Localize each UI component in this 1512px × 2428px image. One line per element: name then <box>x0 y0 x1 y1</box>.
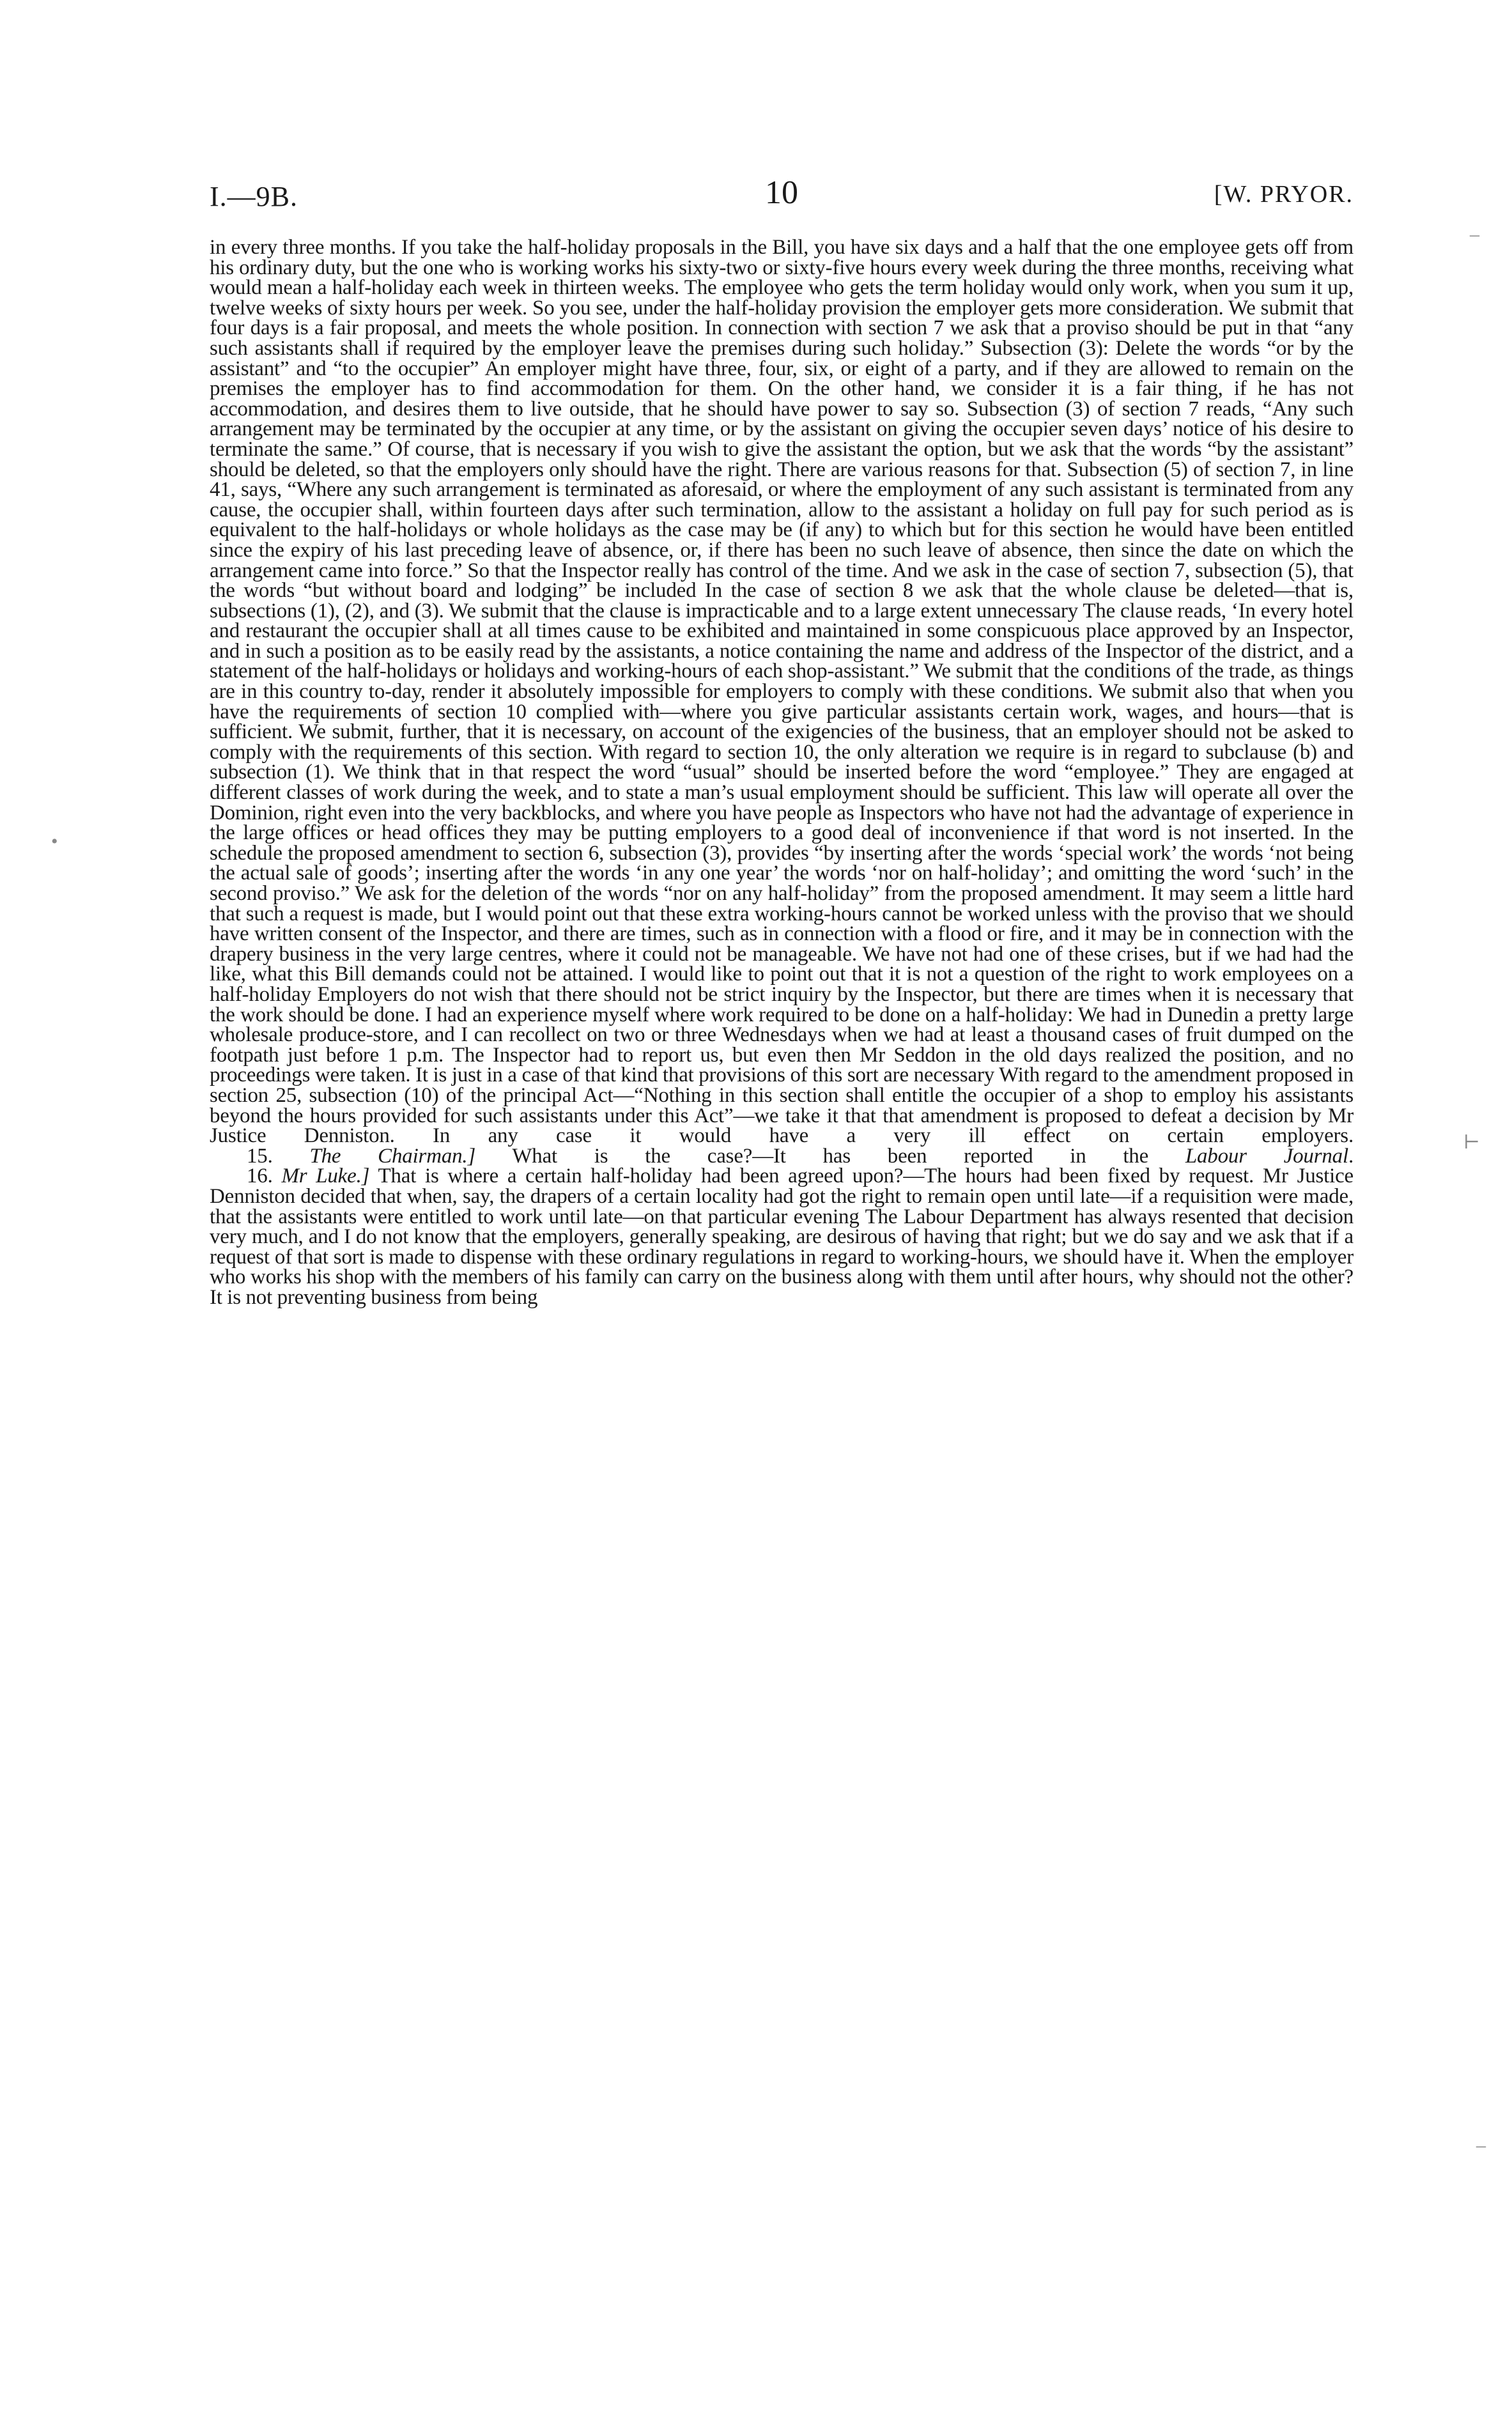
margin-mark: – <box>1470 224 1479 245</box>
speaker-label: The Chairman.] <box>309 1144 476 1168</box>
paragraph-continued <box>210 238 1354 1147</box>
paragraph-text: That is where a certain half-holiday had been agreed upon?—The hours had been fixed by request. Mr Justice Denniston decided that when, say, the drapers of a certain locality had got the right to remain open until late—if a requisition were made, that the assistants were entitled to work until late—on that particular evening The Labour Department has always resented that decision very much, and I do not know that the employers, generally speaking, are desirous of having that right; but we do say and we ask that if a request of that sort is made to dispense with these ordinary regulations in regard to working-hours, we should have it. When the employer who works his shop with the members of his family can carry on the business along with them until after hours, why should not the other? It is not preventing business from being <box>210 1164 1354 1309</box>
margin-mark: • <box>51 831 58 852</box>
paragraph-question-15 <box>210 1144 1354 1168</box>
question-number: 16. <box>247 1164 273 1188</box>
publication-title: Labour Journal <box>1185 1144 1348 1168</box>
witness-name: [W. PRYOR. <box>1214 181 1354 208</box>
speaker-label: Mr Luke.] <box>281 1164 370 1188</box>
page-header <box>210 174 1354 219</box>
paragraph-text: What is the case?—It has been reported in the <box>475 1144 1185 1168</box>
page-number: 10 <box>765 174 798 211</box>
paragraph-text: in every three months. If you take the half-holiday proposals in the Bill, you have six days and a half that the one employee gets off from his ordinary duty, but the one who is working works his sixty-two or sixty-five hours every week during the three months, receiving what would mean a half-holiday each week in thirteen weeks. The employee who gets the term holiday would only work, when you sum it up, twelve weeks of sixty hours per week. So you see, under the half-holiday provision the employer gets more consideration. We submit that four days is a fair proposal, and meets the whole position. In connection with section 7 we ask that a proviso should be put in that “any such assistants shall if required by the employer leave the premises during such holiday.” Subsection (3): Delete the words “or by the assistant” and “to the occupier” An employer might have three, four, six, or eight of a party, and if they are allowed to remain on the premises the employer has to find accommodation for them. On the other hand, we consider it is a fair thing, if he has not accommodation, and desires them to live outside, that he should have power to say so. Subsection (3) of section 7 reads, “Any such arrangement may be terminated by the occupier at any time, or by the assistant on giving the occupier seven days’ notice of his desire to terminate the same.” Of course, that is necessary if you wish to give the assistant the option, but we ask that the words “by the assistant” should be deleted, so that the employers only should have the right. There are various reasons for that. Subsection (5) of section 7, in line 41, says, “Where any such arrangement is terminated as aforesaid, or where the employment of any such assistant is terminated from any cause, the occupier shall, within fourteen days after such termination, allow to the assistant a holiday on full pay for such period as is equivalent to the half-holidays or whole holidays as the case may be (if any) to which but for this section he would have been entitled since the expiry of his last preceding leave of absence, or, if there has been no such leave of absence, then since the date on which the arrangement came into force.” So that the Inspector really has control of the time. And we ask in the case of section 7, subsection (5), that the words “but without board and lodging” be included In the case of section 8 we ask that the whole clause be deleted—that is, subsections (1), (2), and (3). We submit that the clause is impracticable and to a large extent unnecessary The clause reads, ‘In every hotel and restaurant the occupier shall at all times cause to be exhibited and maintained in some conspicuous place approved by an Inspector, and in such a position as to be easily read by the assistants, a notice containing the name and address of the Inspector of the district, and a statement of the half-holidays or holidays and working-hours of each shop-assistant.” We submit that the conditions of the trade, as things are in this country to-day, render it absolutely impossible for employers to comply with these conditions. We submit also that when you have the requirements of section 10 complied with—where you give particular assistants certain work, wages, and hours—that is sufficient. We submit, further, that it is necessary, on account of the exigencies of the business, that an employer should not be asked to comply with the requirements of this section. With regard to section 10, the only alteration we require is in regard to subclause (b) and subsection (1). We think that in that respect the word “usual” should be inserted before the word “employee.” They are engaged at different classes of work during the week, and to state a man’s usual employment should be sufficient. This law will operate all over the Dominion, right even into the very backblocks, and where you have people as Inspectors who have not had the advantage of experience in the large offices or head offices they may be putting employers to a good deal of inconvenience if that word is not inserted. In the schedule the proposed amendment to section 6, subsection (3), provides “by inserting after the words ‘special work’ the words ‘not being the actual sale of goods’; inserting after the words ‘in any one year’ the words ‘nor on half-holiday’; and omitting the word ‘such’ in the second proviso.” We ask for the deletion of the words “nor on any half-holiday” from the proposed amendment. It may seem a little hard that such a request is made, but I would point out that these extra working-hours cannot be worked unless with the proviso that we should have written consent of the Inspector, and there are times, such as in connection with a flood or fire, and it may be in connection with the drapery business in the very large centres, where it could not be manageable. We have not had one of these crises, but if we had had the like, what this Bill demands could not be attained. I would like to point out that it is not a question of the right to work employees on a half-holiday Employers do not wish that there should not be strict inquiry by the Inspector, but there are times when it is necessary that the work should be done. I had an experience myself where work required to be done on a half-holiday: We had in Dunedin a pretty large wholesale produce-store, and I can recollect on two or three Wednesdays when we had at least a thousand cases of fruit dumped on the footpath just before 1 p.m. The Inspector had to report us, but even then Mr Seddon in the old days realized the position, and no proceedings were taken. It is just in a case of that kind that provisions of this sort are necessary With regard to the amendment proposed in section 25, subsection (10) of the principal Act—“Nothing in this section shall entitle the occupier of a shop to employ his assistants beyond the hours provided for such assistants under this Act”—we take it that that amendment is proposed to defeat a decision by Mr Justice Denniston. In any case it would have a very ill effect on certain employers. <box>210 236 1354 1148</box>
paragraph-end: . <box>1348 1144 1354 1168</box>
paragraph-question-16 <box>210 1166 1354 1308</box>
document-reference: I.—9B. <box>210 181 298 212</box>
margin-mark: – <box>1476 2135 1486 2156</box>
question-number: 15. <box>247 1144 273 1168</box>
body-text <box>210 238 1354 1308</box>
margin-mark: ⊢ <box>1463 1132 1480 1153</box>
